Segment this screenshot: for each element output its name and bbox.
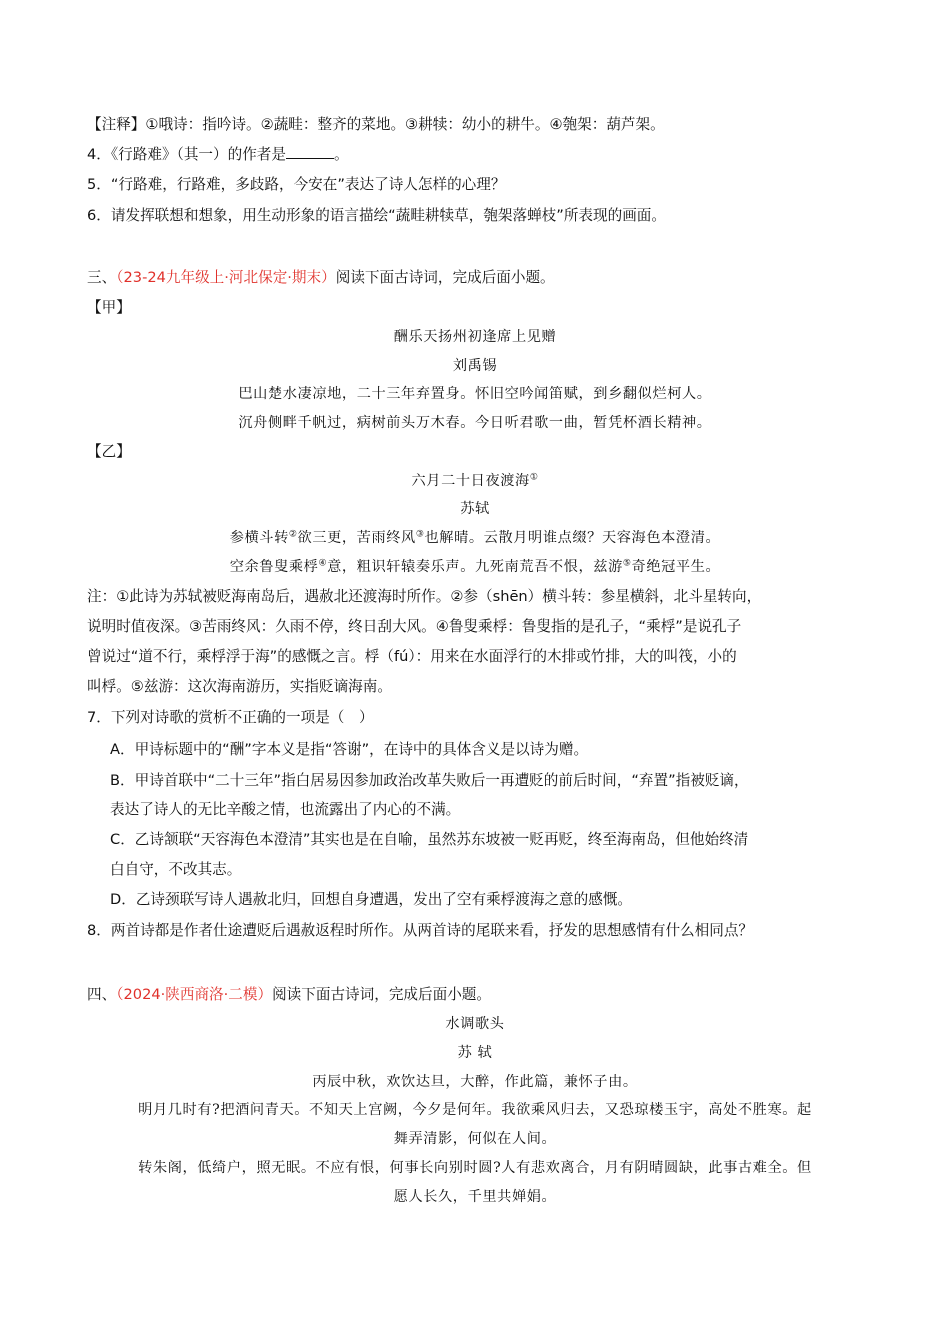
yi-author: 苏轼 bbox=[460, 501, 490, 517]
q7-option-c-cont: 白自守，不改其志。 bbox=[110, 861, 242, 878]
q7-option-a[interactable]: A．甲诗标题中的“酬”字本义是指“答谢”，在诗中的具体含义是以诗为赠。 bbox=[110, 741, 589, 758]
q7-option-b[interactable]: B．甲诗首联中“二十三年”指白居易因参加政治改革失败后一再遭贬的前后时间，“弃置”指被贬谪， bbox=[110, 772, 749, 789]
section-3-source: （23-24九年级上·河北保定·期末） bbox=[116, 269, 336, 286]
notes-line: 曾说过“道不行，乘桴浮于海”的感慨之言。桴（fú）：用来在水面浮行的木排或竹排，大的叫筏，小的 bbox=[87, 648, 737, 665]
question-8: 8．两首诗都是作者仕途遭贬后遇赦返程时所作。从两首诗的尾联来看，抒发的思想感情有什么相同点？ bbox=[87, 922, 754, 939]
poem3-line: 转朱阁，低绮户，照无眠。不应有恨，何事长向别时圆?人有悲欢离合，月有阴晴圆缺，此事古难全。但 bbox=[138, 1160, 812, 1176]
yi-line-1: 参横斗转②欲三更，苦雨终风③也解晴。云散月明谁点缀？天容海色本澄清。 bbox=[229, 529, 721, 546]
poem3-preface: 丙辰中秋，欢饮达旦，大醉，作此篇，兼怀子由。 bbox=[312, 1074, 638, 1090]
question-7-stem: 7．下列对诗歌的赏析不正确的一项是（ ） bbox=[87, 709, 374, 726]
section-4-source: （2024·陕西商洛·二模） bbox=[116, 986, 273, 1003]
yi-tag: 【乙】 bbox=[87, 443, 131, 460]
q7-option-d[interactable]: D．乙诗颈联写诗人遇赦北归，回想自身遭遇，发出了空有乘桴渡海之意的感慨。 bbox=[110, 891, 633, 908]
poem3-line: 舞弄清影，何似在人间。 bbox=[393, 1131, 557, 1147]
jia-title: 酬乐天扬州初逢席上见赠 bbox=[393, 329, 557, 345]
notes-line: 说明时值夜深。③苦雨终风：久雨不停，终日刮大风。④鲁叟乘桴：鲁叟指的是孔子，“乘桴”是说孔子 bbox=[87, 618, 742, 635]
jia-line-1: 巴山楚水凄凉地，二十三年弃置身。怀旧空吟闻笛赋，到乡翻似烂柯人。 bbox=[238, 386, 712, 402]
jia-author: 刘禹锡 bbox=[452, 358, 498, 374]
poem3-title: 水调歌头 bbox=[445, 1016, 505, 1032]
question-5: 5．“行路难，行路难，多歧路，今安在”表达了诗人怎样的心理？ bbox=[87, 176, 506, 193]
notes-line: 叫桴。⑤兹游：这次海南游历，实指贬谪海南。 bbox=[87, 678, 392, 695]
jia-line-2: 沉舟侧畔千帆过，病树前头万木春。今日听君歌一曲，暂凭杯酒长精神。 bbox=[238, 415, 712, 431]
poem3-line: 愿人长久，千里共婵娟。 bbox=[393, 1189, 557, 1205]
poem3-line: 明月几时有?把酒问青天。不知天上宫阙，今夕是何年。我欲乘风归去，又恐琼楼玉宇，高处不胜寒。起 bbox=[138, 1102, 812, 1118]
notes-line: 注：①此诗为苏轼被贬海南岛后，遇赦北还渡海时所作。②参（shēn）横斗转：参星横斜，北斗星转向， bbox=[87, 588, 762, 605]
q7-option-b-cont: 表达了诗人的无比辛酸之情，也流露出了内心的不满。 bbox=[110, 801, 461, 818]
section-3-heading: 三、（23-24九年级上·河北保定·期末）阅读下面古诗词，完成后面小题。 bbox=[87, 269, 555, 286]
poem3-author: 苏 轼 bbox=[457, 1045, 493, 1061]
q7-option-c[interactable]: C．乙诗颔联“天容海色本澄清”其实也是在自喻，虽然苏东坡被一贬再贬，终至海南岛，但他始终清 bbox=[110, 831, 749, 848]
yi-title: 六月二十日夜渡海① bbox=[411, 472, 539, 489]
question-4: 4．《行路难》（其一）的作者是 。 bbox=[87, 146, 349, 163]
jia-tag: 【甲】 bbox=[87, 299, 131, 316]
question-6: 6．请发挥联想和想象，用生动形象的语言描绘“蔬畦耕犊草，匏架落蝉枝”所表现的画面。 bbox=[87, 207, 666, 224]
section-4-heading: 四、（2024·陕西商洛·二模）阅读下面古诗词，完成后面小题。 bbox=[87, 986, 491, 1003]
answer-blank[interactable] bbox=[286, 146, 334, 159]
annotation-notes: 【注释】①哦诗：指吟诗。②蔬畦：整齐的菜地。③耕犊：幼小的耕牛。④匏架：葫芦架。 bbox=[87, 116, 665, 133]
yi-line-2: 空余鲁叟乘桴④意，粗识轩辕奏乐声。九死南荒吾不恨，兹游⑤奇绝冠平生。 bbox=[229, 558, 721, 575]
